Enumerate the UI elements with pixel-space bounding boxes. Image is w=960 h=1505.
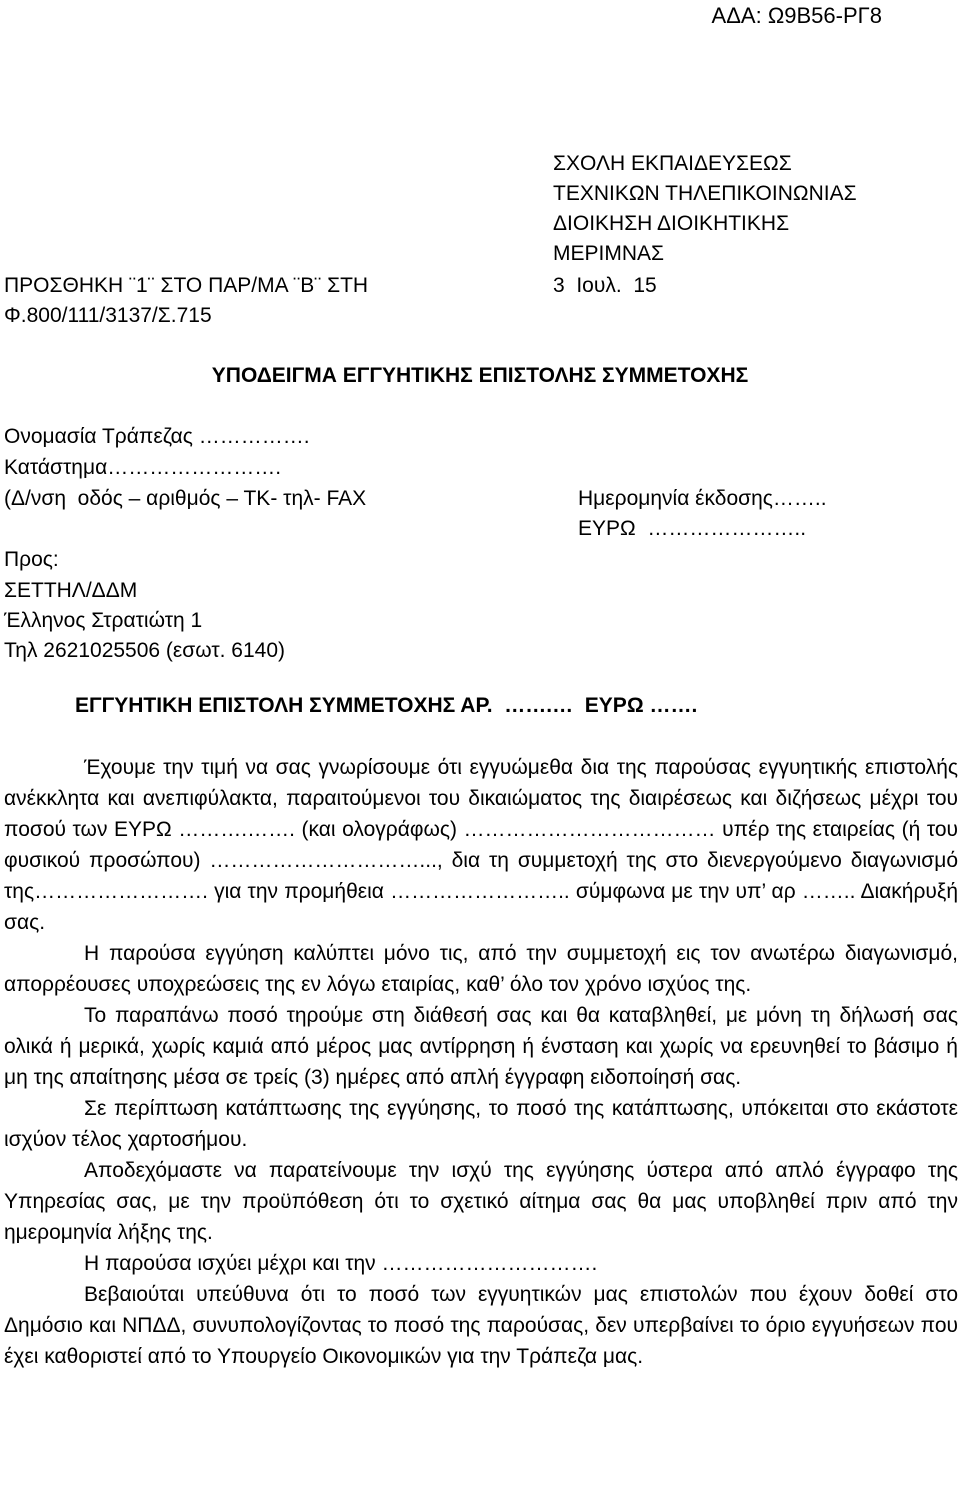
body-paragraph: Η παρούσα εγγύηση καλύπτει μόνο τις, από την συμμετοχή εις τον ανωτέρω διαγωνισμό, απορρέουσες υποχρεώσεις της εν λόγω εταιρίας, καθ’ όλο τον χρόνο ισχύος της.: [4, 942, 958, 996]
sender-line: ΜΕΡΙΜΝΑΣ: [553, 242, 664, 265]
bank-address-field: (Δ/νση οδός – αριθμός – ΤΚ- τηλ- FAX: [4, 487, 367, 510]
template-title: ΥΠΟΔΕΙΓΜΑ ΕΓΓΥΗΤΙΚΗΣ ΕΠΙΣΤΟΛΗΣ ΣΥΜΜΕΤΟΧΗΣ: [211, 364, 749, 387]
body-paragraph: Έχουμε την τιμή να σας γνωρίσουμε ότι εγγυώμεθα δια της παρούσας εγγυητικής επιστολής ανέκκλητα και ανεπιφύλακτα, παραιτούμενοι του δικαιώματος της διαιρέσεως και διζήσεως μέχρι του ποσού των ΕΥΡΩ ……….……. (και ολογράφως) ……………………………… υπέρ της εταιρείας (ή του φυσικού προσώπου) …………………………..., δια τη συμμετοχή της στο διενεργούμενο διαγωνισμό της……………………. για την προμήθεια …………………….. σύμφωνα με την υπ’ αρ …….. Διακήρυξή σας.: [4, 756, 958, 934]
annex-reference: ΠΡΟΣΘΗΚΗ ¨1¨ ΣΤΟ ΠΑΡ/ΜΑ ¨Β¨ ΣΤΗ: [4, 274, 369, 297]
recipient-label: Προς:: [4, 548, 59, 571]
body-paragraph: Βεβαιούται υπεύθυνα ότι το ποσό των εγγυητικών μας επιστολών που έχουν δοθεί στο Δημόσιο και ΝΠΔΔ, συνυπολογίζοντας το ποσό της παρούσας, δεν υπερβαίνει το όριο εγγυήσεων που έχει καθοριστεί από το Υπουργείο Οικονομικών για την Τράπεζα μας.: [4, 1283, 958, 1368]
bank-name-field: Ονομασία Τράπεζας …………….: [4, 425, 310, 448]
body-paragraph: Το παραπάνω ποσό τηρούμε στη διάθεσή σας και θα καταβληθεί, με μόνη τη δήλωσή σας ολικά ή μερικά, χωρίς καμιά από μέρος μας αντίρρηση ή ένσταση και χωρίς να ερευνηθεί το βάσιμο ή μη της απαίτησης μέσα σε τρείς (3) ημέρες από απλή έγγραφη ειδοποίησή σας.: [4, 1004, 958, 1089]
letter-body: [4, 752, 958, 1372]
ada-code: ΑΔΑ: Ω9Β56-ΡΓ8: [711, 3, 882, 28]
issue-date-field: Ημερομηνία έκδοσης……..: [578, 487, 827, 510]
document-date: 3 Ιουλ. 15: [553, 274, 657, 297]
annex-file-number: Φ.800/111/3137/Σ.715: [4, 304, 212, 327]
body-paragraph: Η παρούσα ισχύει μέχρι και την ………………………….: [84, 1252, 598, 1275]
recipient-street: Έλληνος Στρατιώτη 1: [4, 609, 203, 632]
bank-branch-field: Κατάστημα…………………….: [4, 456, 282, 479]
sender-line: ΣΧΟΛΗ ΕΚΠΑΙΔΕΥΣΕΩΣ: [553, 152, 792, 175]
issue-amount-field: ΕΥΡΩ …………………..: [578, 517, 807, 540]
sender-line: ΤΕΧΝΙΚΩΝ ΤΗΛΕΠΙΚΟΙΝΩΝΙΑΣ: [553, 182, 857, 205]
body-paragraph: Σε περίπτωση κατάπτωσης της εγγύησης, το ποσό της κατάπτωσης, υπόκειται στο εκάστοτε ισχύον τέλος χαρτοσήμου.: [4, 1097, 958, 1151]
body-paragraph: Αποδεχόμαστε να παρατείνουμε την ισχύ της εγγύησης ύστερα από απλό έγγραφο της Υπηρεσίας σας, με την προϋπόθεση ότι το σχετικό αίτημα σας θα μας υποβληθεί πριν από την ημερομηνία λήξης της.: [4, 1159, 958, 1244]
recipient-phone: Τηλ 2621025506 (εσωτ. 6140): [4, 639, 286, 662]
recipient-name: ΣΕΤΤΗΛ/ΔΔΜ: [4, 579, 138, 602]
sender-line: ΔΙΟΙΚΗΣΗ ΔΙΟΙΚΗΤΙΚΗΣ: [553, 212, 790, 235]
letter-title: ΕΓΓΥΗΤΙΚΗ ΕΠΙΣΤΟΛΗ ΣΥΜΜΕΤΟΧΗΣ ΑΡ. …….… ΕΥΡΩ …….: [75, 694, 698, 717]
